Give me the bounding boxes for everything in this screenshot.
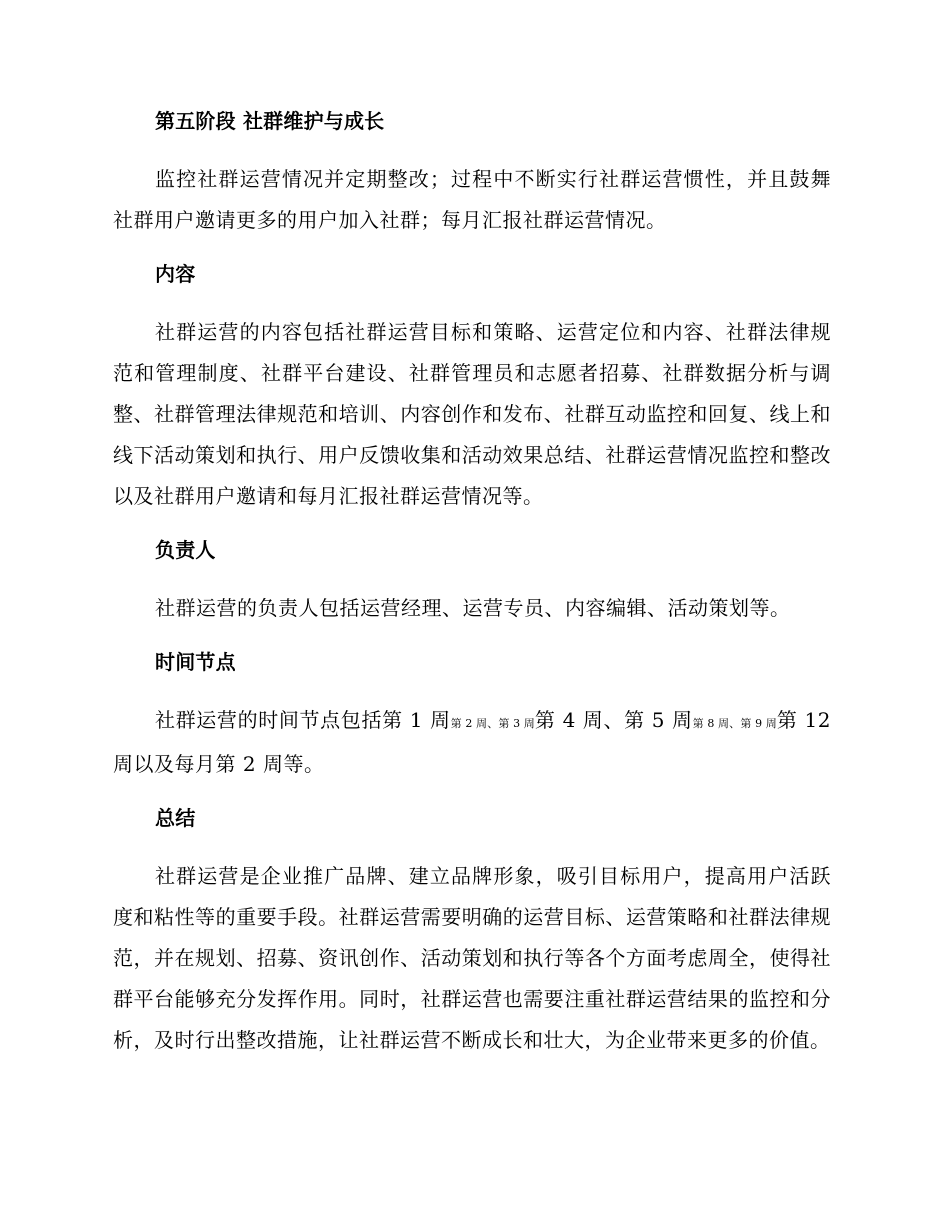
section-heading-stage-five: 第五阶段 社群维护与成长	[155, 109, 385, 133]
document-page	[113, 107, 831, 1061]
section-paragraph-content: 社群运营的内容包括社群运营目标和策略、运营定位和内容、社群法律规范和管理制度、社群平台建设、社群管理员和志愿者招募、社群数据分析与调整、社群管理法律规范和培训、内容创作和发布、社群互动监控和回复、线上和线下活动策划和执行、用户反馈收集和活动效果总结、社群运营情况监控和整改以及社群用户邀请和每月汇报社群运营情况等。	[113, 320, 831, 508]
section-paragraph-timeline	[113, 700, 831, 785]
timeline-small-2: 第 8 周、第 9 周	[692, 717, 777, 730]
timeline-text-3: 第 12 周以及每月第 2 周等。	[113, 708, 832, 776]
section-paragraph-owner: 社群运营的负责人包括运营经理、运营专员、内容编辑、活动策划等。	[155, 596, 791, 620]
timeline-text-2: 第 4 周、第 5 周	[534, 708, 693, 732]
section-heading-summary: 总结	[155, 806, 196, 830]
timeline-text-1: 社群运营的时间节点包括第 1 周	[155, 708, 451, 732]
section-paragraph-stage-five: 监控社群运营情况并定期整改；过程中不断实行社群运营惯性，并且鼓舞社群用户邀请更多的用户加入社群；每月汇报社群运营情况。	[113, 167, 831, 232]
section-heading-owner: 负责人	[155, 538, 216, 562]
section-heading-timeline: 时间节点	[155, 650, 236, 674]
timeline-small-1: 第 2 周、第 3 周	[450, 717, 535, 730]
section-paragraph-summary: 社群运营是企业推广品牌、建立品牌形象，吸引目标用户，提高用户活跃度和粘性等的重要手段。社群运营需要明确的运营目标、运营策略和社群法律规范，并在规划、招募、资讯创作、活动策划和执行等各个方面考虑周全，使得社群平台能够充分发挥作用。同时，社群运营也需要注重社群运营结果的监控和分析，及时行出整改措施，让社群运营不断成长和壮大，为企业带来更多的价值。	[113, 864, 831, 1052]
section-heading-content: 内容	[155, 262, 196, 286]
